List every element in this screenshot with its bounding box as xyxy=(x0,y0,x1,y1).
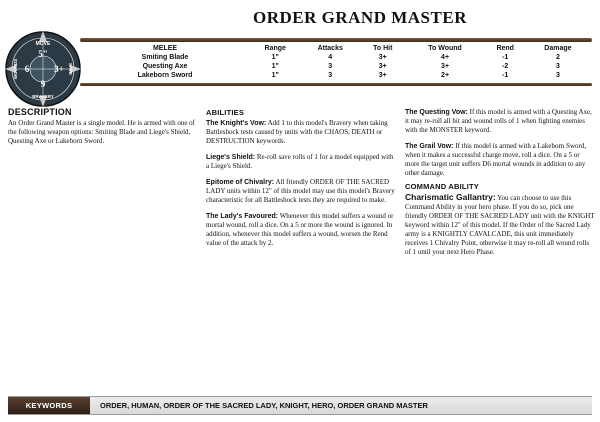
table-row xyxy=(80,71,590,80)
save-value: 3+ xyxy=(54,64,64,74)
weapon-bar-bottom xyxy=(80,83,592,86)
col-melee: MELEE xyxy=(152,45,178,52)
table-row xyxy=(80,62,590,71)
weapon-rend: -1 xyxy=(502,54,509,61)
weapon-damage: 3 xyxy=(555,72,560,79)
warscroll-title: ORDER GRAND MASTER xyxy=(253,8,467,27)
weapon-range: 1" xyxy=(271,63,279,70)
ability-name: The Questing Vow: xyxy=(405,109,468,116)
weapon-rend: -2 xyxy=(502,63,509,70)
weapon-to-hit: 3+ xyxy=(378,63,387,70)
keywords-label: KEYWORDS xyxy=(8,397,90,414)
col-range: Range xyxy=(264,45,286,52)
col-attacks: Attacks xyxy=(317,45,343,52)
ability-ladys-favoured xyxy=(206,212,396,248)
weapon-to-hit: 3+ xyxy=(378,54,387,61)
weapon-attacks: 4 xyxy=(328,54,333,61)
weapon-name: Lakeborn Sword xyxy=(137,72,193,79)
weapon-to-wound: 4+ xyxy=(441,54,450,61)
weapon-to-wound: 3+ xyxy=(441,63,450,70)
ability-knights-vow xyxy=(206,119,396,146)
col-rend: Rend xyxy=(496,45,514,52)
command-ability-text: You can choose to use this Command Ability in your hero phase. If you do so, pick one friendly ORDER OF THE SACRED LADY unit with the KNIGHT keyword within 12" of this model. If the Order of the Sacred Lady army is a KNIGHTLY CAVALCADE, this unit immediately receives 1 Chivalry Point, otherwise it may re-roll all wound rolls of 1 until your next Hero Phase. xyxy=(405,194,595,256)
col-to-hit: To Hit xyxy=(373,45,393,52)
weapon-to-wound: 2+ xyxy=(441,72,450,79)
stat-medallion xyxy=(4,30,82,108)
weapon-attacks: 3 xyxy=(328,63,333,70)
weapon-damage: 3 xyxy=(555,63,560,70)
weapons-table xyxy=(80,44,590,80)
keywords-list: ORDER, HUMAN, ORDER OF THE SACRED LADY, KNIGHT, HERO, ORDER GRAND MASTER xyxy=(100,401,428,410)
weapon-to-hit: 3+ xyxy=(378,72,387,79)
ability-text: If this model is armed with a Lakeborn Sword, when it makes a successful charge move, roll a dice. On a 5 or more the target unit suffers D6 mortal wounds in addition to any other damage. xyxy=(405,142,587,177)
description-text: An Order Grand Master is a single model. He is armed with one of the following weapon options: Smiting Blade and Liege's Shield, Questing Axe or Lakeborn Sword. xyxy=(8,119,196,145)
abilities-section-continued xyxy=(405,108,595,264)
ability-text: Whenever this model suffers a wound or mortal wound, roll a dice. On a 5 or more the wound is ignored. In addition, whenever this model suffers a wound, worsen the Rend value of the attack by 2. xyxy=(206,212,394,247)
abilities-section xyxy=(206,108,396,255)
ability-text: If this model is armed with a Questing Axe, it may re-roll all hit and wound rolls of 1 when fighting enemies with the MONSTER keyword. xyxy=(405,108,592,134)
weapon-damage: 2 xyxy=(555,54,560,61)
ability-name: Epitome of Chivalry: xyxy=(206,179,275,186)
ability-name: Liege's Shield: xyxy=(206,154,256,161)
command-ability-heading: COMMAND ABILITY xyxy=(405,182,479,191)
move-label: MOVE xyxy=(35,41,51,47)
ability-text: Re-roll save rolls of 1 for a model equipped with a Liege's Shield. xyxy=(206,153,394,170)
col-damage: Damage xyxy=(544,45,572,52)
ability-grail-vow xyxy=(405,142,595,178)
wounds-value: 6 xyxy=(24,64,30,74)
ability-text: All friendly ORDER OF THE SACRED LADY units within 12" of this model may use this model's Bravery characteristic for all Battleshock tests they are required to make. xyxy=(206,178,395,204)
command-ability-name: Charismatic Gallantry: xyxy=(405,192,496,202)
col-to-wound: To Wound xyxy=(428,45,462,52)
weapon-range: 1" xyxy=(271,54,279,61)
compass-icon xyxy=(4,30,82,108)
weapon-rend: -1 xyxy=(502,72,509,79)
bravery-value: 9 xyxy=(40,79,46,89)
ability-name: The Grail Vow: xyxy=(405,143,454,150)
ability-name: The Lady's Favoured: xyxy=(206,213,279,220)
description-section xyxy=(8,108,198,152)
ability-questing-vow xyxy=(405,108,595,135)
weapon-name: Questing Axe xyxy=(142,63,188,70)
move-value: 5" xyxy=(38,49,48,59)
weapon-bar-top xyxy=(80,38,592,42)
save-label: SAVE xyxy=(68,63,73,75)
wounds-label: WOUNDS xyxy=(13,58,18,80)
weapon-range: 1" xyxy=(271,72,279,79)
ability-epitome-of-chivalry xyxy=(206,178,396,205)
weapons-header-row xyxy=(80,44,590,53)
keywords-bar xyxy=(8,396,592,415)
ability-lieges-shield xyxy=(206,153,396,171)
bravery-label: BRAVERY xyxy=(32,94,54,99)
weapon-name: Smiting Blade xyxy=(141,54,189,61)
abilities-heading: ABILITIES xyxy=(206,108,245,117)
ability-name: The Knight's Vow: xyxy=(206,120,267,127)
ability-text: Add 1 to this model's Bravery when taking Battleshock tests caused by units with the CHAOS, DEATH or DESTRUCTION keywords. xyxy=(206,119,388,145)
description-heading: DESCRIPTION xyxy=(8,107,72,117)
table-row xyxy=(80,53,590,62)
weapon-attacks: 3 xyxy=(328,72,333,79)
command-ability xyxy=(405,193,595,257)
